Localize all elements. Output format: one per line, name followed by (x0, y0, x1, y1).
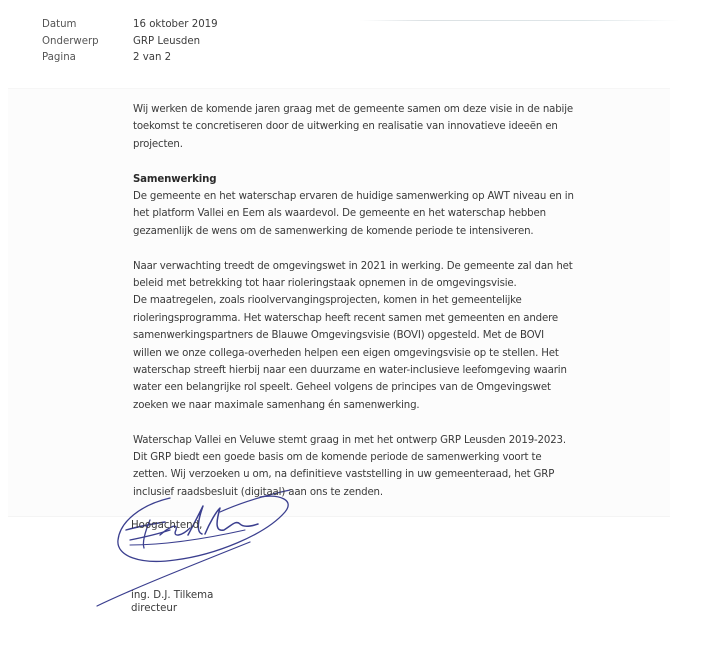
paragraph-intro (133, 101, 691, 153)
text-line: projecten. (133, 138, 183, 150)
signer-name: ing. D.J. Tilkema (131, 589, 214, 601)
paragraph-approval (133, 432, 691, 502)
meta-label: Pagina (42, 52, 76, 63)
meta-value-date: 16 oktober 2019 (133, 19, 218, 30)
paragraph-samenwerking (133, 171, 691, 241)
signer-title: directeur (131, 603, 178, 615)
letter-content (131, 0, 691, 616)
meta-value-subject: GRP Leusden (133, 35, 201, 47)
signature-space (131, 533, 691, 589)
text-line: Naar verwachting treedt de omgevingswet in 2021 in werking. De gemeente zal dan het (133, 260, 573, 272)
salutation: Hoogachtend, (131, 519, 203, 531)
paragraph-omgevingswet (133, 258, 691, 415)
text-line: inclusief raadsbesluit (digitaal) aan ons te zenden. (133, 486, 383, 498)
text-line: beleid met betrekking tot haar rioleringstaak opnemen in de omgevingsvisie. (133, 278, 517, 290)
meta-label: Datum (42, 19, 77, 30)
text-line: rioleringsprogramma. Het waterschap heeft recent samen met gemeenten en andere (133, 312, 559, 324)
meta-value-page: 2 van 2 (133, 52, 172, 63)
text-line: het platform Vallei en Eem als waardevol. De gemeente en het waterschap hebben (133, 208, 546, 220)
letter-body (131, 101, 691, 501)
meta-label: Onderwerp (42, 35, 99, 47)
signer-block (131, 589, 691, 616)
text-line: water een belangrijke rol speelt. Geheel volgens de principes van de Omgevingswet (133, 382, 551, 394)
text-line: Dit GRP biedt een goede basis om de komende periode de samenwerking voort te (133, 452, 542, 464)
text-line: samenwerkingspartners de Blauwe Omgevingsvisie (BOVI) opgesteld. Met de BOVI (133, 330, 544, 342)
text-line: zetten. Wij verzoeken u om, na definitieve vaststelling in uw gemeenteraad, het GRP (133, 469, 555, 481)
text-line: Waterschap Vallei en Veluwe stemt graag in met het ontwerp GRP Leusden 2019-2023. (133, 434, 566, 446)
text-line: waterschap streeft hierbij naar een duurzame en water-inclusieve leefomgeving waarin (133, 365, 567, 377)
text-line: De maatregelen, zoals rioolvervangingsprojecten, komen in het gemeentelijke (133, 295, 522, 307)
text-line: gezamenlijk de wens om de samenwerking de komende periode te intensiveren. (133, 225, 534, 237)
text-line: toekomst te concretiseren door de uitwerking en realisatie van innovatieve ideeën en (133, 121, 558, 133)
text-line: De gemeente en het waterschap ervaren de huidige samenwerking op AWT niveau en in (133, 191, 574, 203)
section-heading: Samenwerking (133, 173, 217, 185)
text-line: Wij werken de komende jaren graag met de gemeente samen om deze visie in de nabije (133, 104, 574, 115)
text-line: willen we onze collega-overheden helpen een eigen omgevingsvisie op te stellen. Het (133, 347, 559, 359)
text-line: zoeken we naar maximale samenhang én samenwerking. (133, 399, 420, 411)
